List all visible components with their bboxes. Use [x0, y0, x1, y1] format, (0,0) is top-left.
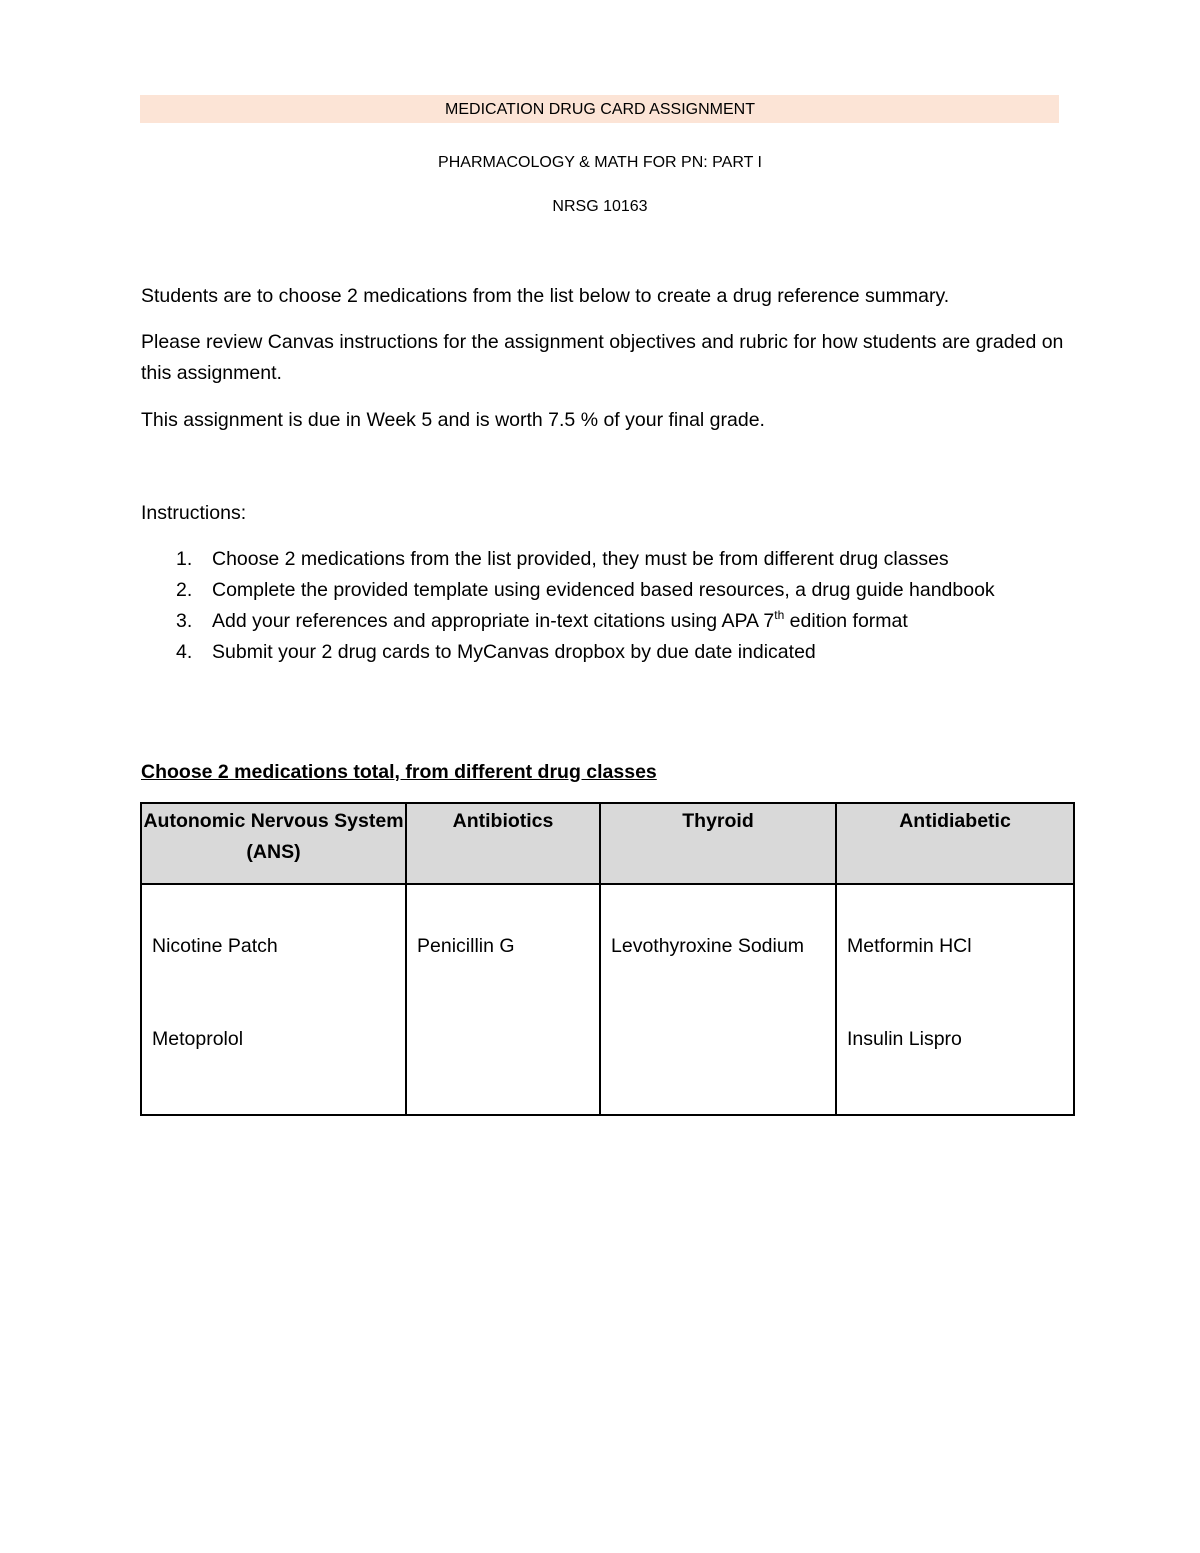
column-header-antibiotics: Antibiotics — [406, 803, 600, 884]
table-row — [141, 884, 1074, 1115]
instruction-item — [141, 637, 1071, 668]
instruction-item — [141, 575, 1071, 606]
instruction-text: Submit your 2 drug cards to MyCanvas dropbox by due date indicated — [212, 641, 816, 663]
column-header-antidiabetic: Antidiabetic — [836, 803, 1074, 884]
list-number: 1. — [176, 548, 193, 570]
drug-class-table — [140, 802, 1075, 1116]
instruction-text: Complete the provided template using evidenced based resources, a drug guide handbook — [212, 579, 995, 601]
medication-levothyroxine-sodium: Levothyroxine Sodium — [611, 935, 804, 957]
instructions-list — [141, 544, 1071, 668]
medication-metformin-hcl: Metformin HCl — [847, 935, 972, 957]
list-number: 2. — [176, 579, 193, 601]
intro-paragraph-2: Please review Canvas instructions for the assignment objectives and rubric for how students are graded on this assignment. — [141, 331, 1064, 384]
instruction-text: Choose 2 medications from the list provided, they must be from different drug classes — [212, 548, 949, 570]
medication-nicotine-patch: Nicotine Patch — [152, 935, 278, 957]
course-name: PHARMACOLOGY & MATH FOR PN: PART I — [438, 154, 762, 171]
table-cell-antibiotics — [406, 884, 600, 1115]
instruction-text: Add your references and appropriate in-text citations using APA 7 — [212, 610, 775, 632]
instructions-heading: Instructions: — [141, 502, 247, 524]
table-cell-thyroid — [600, 884, 836, 1115]
superscript-th: th — [774, 608, 785, 622]
intro-paragraph-1: Students are to choose 2 medications from the list below to create a drug reference summary. — [141, 285, 950, 307]
column-header-ans: Autonomic Nervous System (ANS) — [141, 803, 406, 884]
list-number: 3. — [176, 610, 193, 632]
medication-insulin-lispro: Insulin Lispro — [847, 1028, 962, 1050]
intro-paragraph-3: This assignment is due in Week 5 and is worth 7.5 % of your final grade. — [141, 409, 765, 431]
document-title: MEDICATION DRUG CARD ASSIGNMENT — [445, 101, 755, 118]
table-cell-ans — [141, 884, 406, 1115]
table-header-row — [141, 803, 1074, 884]
medication-metoprolol: Metoprolol — [152, 1028, 244, 1050]
instruction-item — [141, 606, 1071, 637]
instruction-item — [141, 544, 1071, 575]
list-number: 4. — [176, 641, 193, 663]
course-code: NRSG 10163 — [552, 198, 648, 215]
table-cell-antidiabetic — [836, 884, 1074, 1115]
table-heading: Choose 2 medications total, from different drug classes — [141, 761, 657, 783]
column-header-thyroid: Thyroid — [600, 803, 836, 884]
instruction-text-suffix: edition format — [784, 610, 908, 632]
medication-penicillin-g: Penicillin G — [417, 935, 515, 957]
